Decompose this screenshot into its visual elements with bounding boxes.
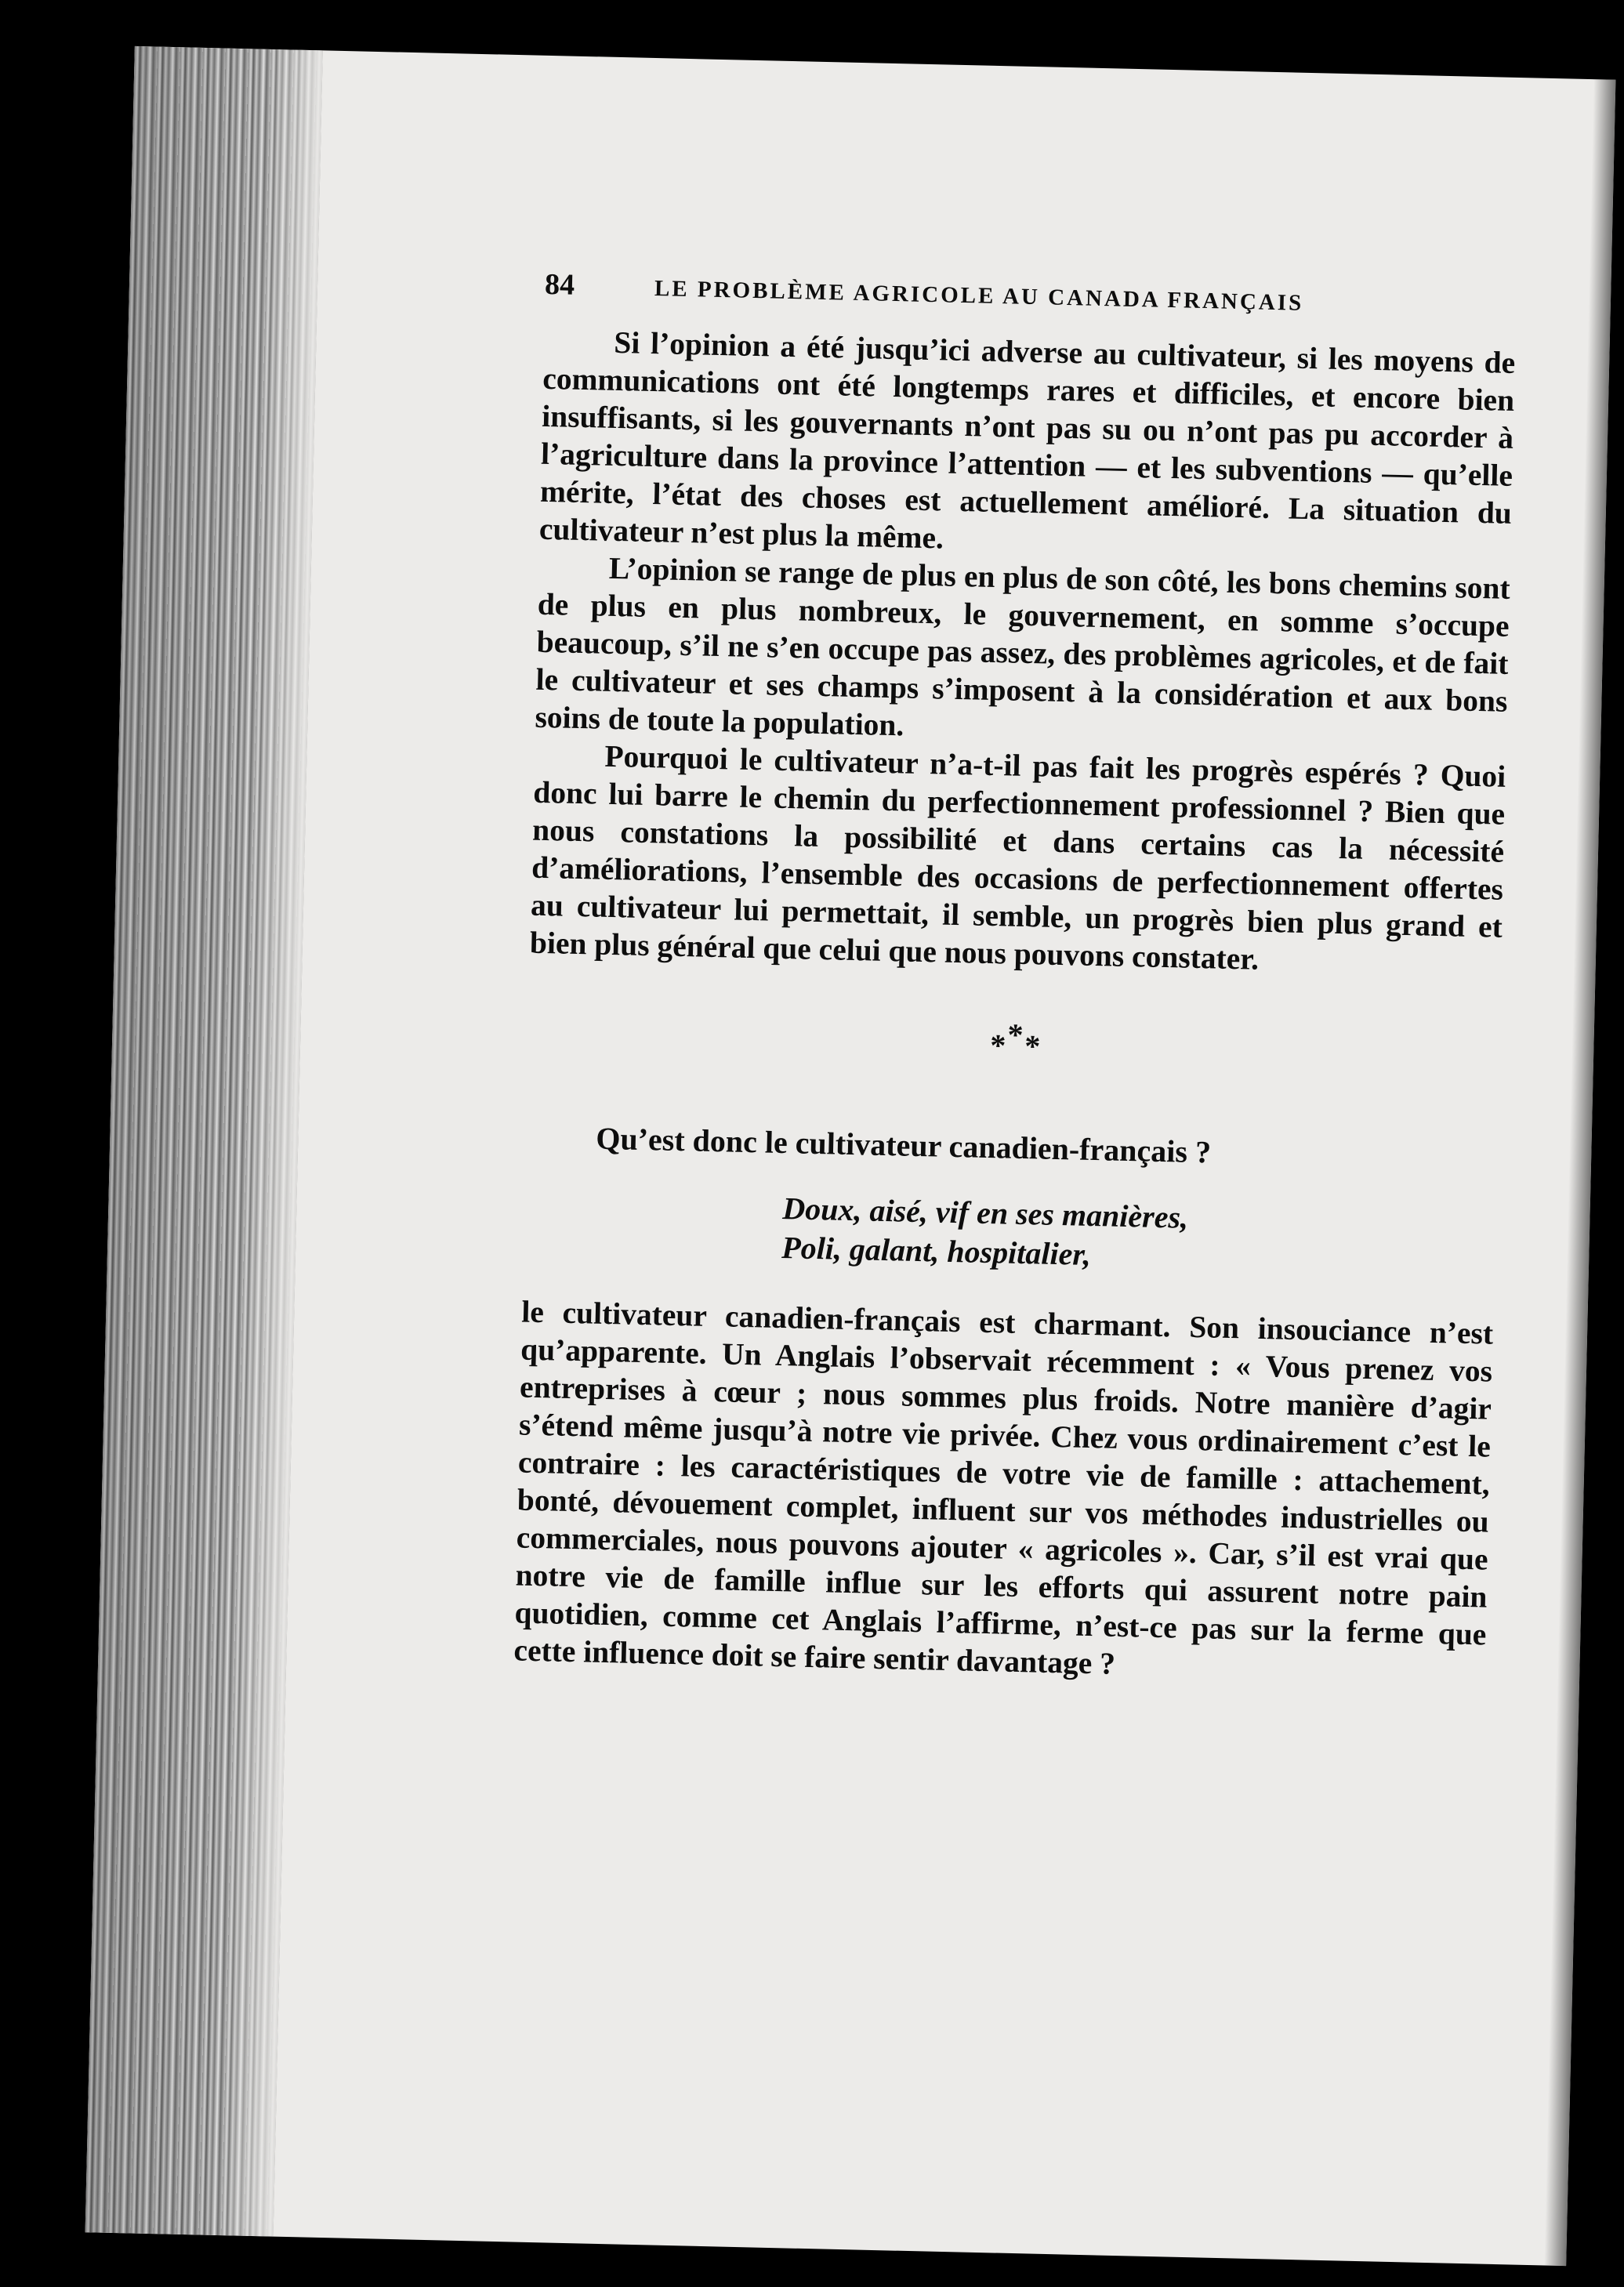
paragraph-3: Pourquoi le cultivateur n’a-t-il pas fait les progrès espérés ? Quoi donc lui barre le chemin du perfectionnement professionnel ? Bien que nous constations la possibilité et dans certains cas la nécessité d’améliorations, l’ensemble des occasions de perfectionnement offertes au cultivateur lui permettait, il semble, un progrès bien plus grand et bien plus général que celui que nous pouvons constater. [529, 738, 1506, 977]
verse-quotation [523, 1183, 1496, 1284]
section-separator [527, 1009, 1500, 1117]
closing-paragraph: le cultivateur canadien-français est charmant. Son insouciance n’est qu’apparente. Un Anglais l’observait récemment : « Vous prenez vos entreprises à cœur ; nous sommes plus froids. Notre manière d’agir s’étend même jusqu’à notre vie privée. Chez vous ordinairement c’est le contraire : les caractéristiques de votre vie de famille : attachement, bonté, dévouement complet, influent sur vos méthodes industrielles ou commerciales, nous pouvons ajouter « agricoles ». Car, s’il est vrai que notre vie de famille influe sur les efforts qui assurent notre pain quotidien, comme cet Anglais l’affirme, n’est-ce pas sur la ferme que cette influence doit se faire sentir davantage ? [513, 1294, 1494, 1681]
verse-line-2: Poli, galant, hospitalier, [781, 1230, 1092, 1272]
section-question: Qu’est donc le cultivateur canadien-français ? [595, 1120, 1212, 1170]
separator-star-right: * [1024, 1028, 1041, 1064]
paragraph-2: L’opinion se range de plus en plus de son côté, les bons chemins sont de plus en plus nombreux, le gouvernement, en somme s’occupe beaucoup, s’il ne s’en occupe pas assez, des problèmes agricoles, et de fait le cultivateur et ses champs s’imposent à la considération et aux bons soins de toute la population. [535, 550, 1511, 743]
page-number: 84 [544, 267, 575, 302]
text-block [513, 267, 1517, 1691]
verse-line-1: Doux, aisé, vif en ses manières, [781, 1191, 1189, 1235]
separator-star-top: * [1007, 1017, 1024, 1053]
book-page [85, 46, 1616, 2266]
paragraph-1: Si l’opinion a été jusqu’ici adverse au cultivateur, si les moyens de communications ont été longtemps rares et difficiles, et encore bien insuffisants, si les gouvernants n’ont pas su ou n’ont pas pu accorder à l’agriculture dans la province l’attention — et les subventions — qu’elle mérite, l’état des choses est actuellement amélioré. La situation du cultivateur n’est plus la même. [538, 324, 1516, 556]
running-title: LE PROBLÈME AGRICOLE AU CANADA FRANÇAIS [654, 276, 1304, 316]
separator-star-left: * [989, 1028, 1006, 1064]
page-edges [85, 46, 323, 2237]
page-shadow [1544, 79, 1615, 2266]
